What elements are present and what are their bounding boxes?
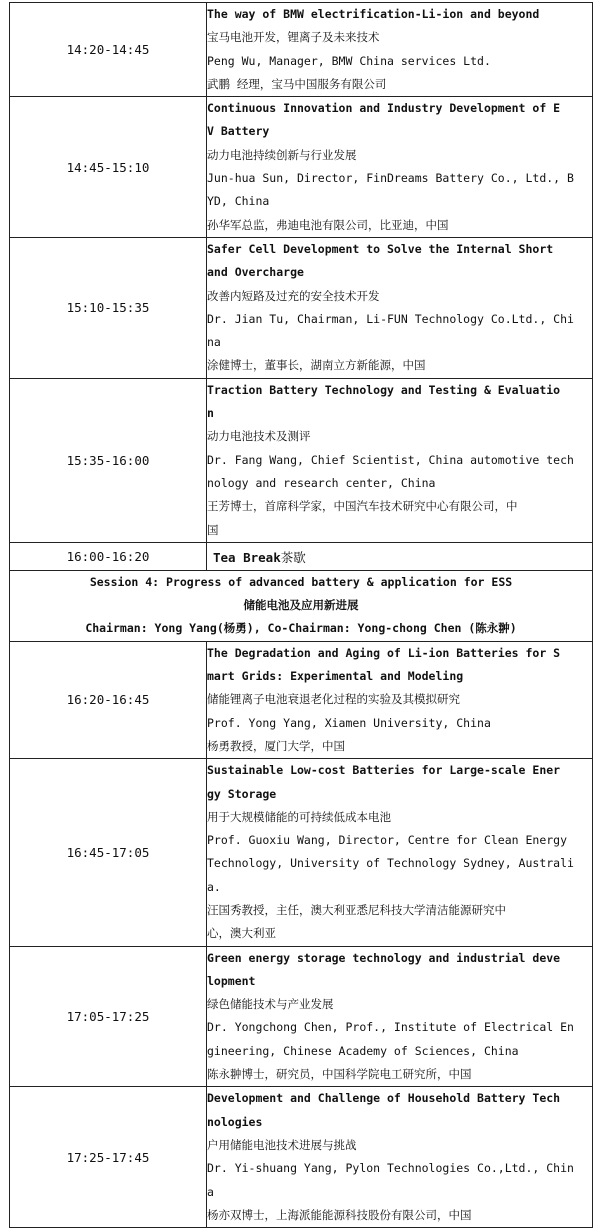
talk-info-line: Jun-hua Sun, Director, FinDreams Battery Co., Ltd., B	[207, 171, 574, 186]
talk-info-line: 汪国秀教授，主任，澳大利亚悉尼科技大学清洁能源研究中	[207, 902, 506, 917]
talk-info-line: 陈永翀博士，研究员，中国科学院电工研究所，中国	[207, 1067, 472, 1082]
talk-info-line: Dr. Fang Wang, Chief Scientist, China automotive tech	[207, 452, 574, 467]
talk-details	[207, 946, 593, 1087]
talk-info-line: Dr. Yongchong Chen, Prof., Institute of Electrical En	[207, 1020, 574, 1035]
time-slot: 17:25-17:45	[10, 1087, 207, 1228]
agenda-row	[10, 237, 593, 378]
talk-title-line: Development and Challenge of Household Battery Tech	[207, 1091, 561, 1106]
time-slot: 17:05-17:25	[10, 946, 207, 1087]
talk-details	[207, 3, 593, 97]
talk-details	[207, 759, 593, 946]
talk-title-line: The Degradation and Aging of Li-ion Batteries for S	[207, 645, 561, 660]
agenda-row	[10, 3, 593, 97]
talk-info-line: 杨勇教授，厦门大学，中国	[207, 738, 345, 753]
agenda-row	[10, 378, 593, 542]
session-line: Chairman: Yong Yang(杨勇), Co-Chairman: Yong-chong Chen (陈永翀)	[85, 621, 517, 636]
talk-info-line: 孙华军总监，弗迪电池有限公司，比亚迪，中国	[207, 217, 449, 232]
talk-info-line: 动力电池持续创新与行业发展	[207, 147, 357, 162]
time-slot: 15:35-16:00	[10, 378, 207, 542]
time-slot: 14:45-15:10	[10, 97, 207, 238]
talk-info-line: na	[207, 335, 221, 350]
talk-info-line: 动力电池技术及测评	[207, 429, 311, 444]
talk-info-line: Dr. Yi-shuang Yang, Pylon Technologies Co.,Ltd., Chin	[207, 1161, 574, 1176]
session-line: 储能电池及应用新进展	[243, 598, 359, 613]
talk-info-line: 心，澳大利亚	[207, 926, 276, 941]
break-label	[207, 550, 306, 565]
talk-details	[207, 1087, 593, 1228]
talk-info-line: a.	[207, 879, 221, 894]
talk-info-line: a	[207, 1184, 214, 1199]
talk-title-line: Sustainable Low-cost Batteries for Large-scale Ener	[207, 763, 561, 778]
talk-info-line: Technology, University of Technology Sydney, Australi	[207, 856, 574, 871]
talk-title-line: Green energy storage technology and industrial deve	[207, 950, 561, 965]
talk-info-line: 改善内短路及过充的安全技术开发	[207, 288, 380, 303]
break-label-cn: 茶歇	[280, 549, 306, 565]
talk-info-line: gineering, Chinese Academy of Sciences, China	[207, 1043, 519, 1058]
talk-info-line: 用于大规模储能的可持续低成本电池	[207, 809, 391, 824]
talk-info-line: Prof. Yong Yang, Xiamen University, China	[207, 715, 491, 730]
talk-title-line: The way of BMW electrification-Li-ion and beyond	[207, 7, 540, 21]
talk-title-line: gy Storage	[207, 786, 277, 801]
talk-details	[207, 237, 593, 378]
session-line: Session 4: Progress of advanced battery & application for ESS	[89, 574, 513, 589]
session-header	[10, 570, 593, 641]
talk-title-line: V Battery	[207, 124, 270, 139]
time-slot: 16:45-17:05	[10, 759, 207, 946]
talk-info-line: 储能锂离子电池衰退老化过程的实验及其模拟研究	[207, 692, 460, 707]
talk-details	[207, 378, 593, 542]
talk-info-line: 宝马电池开发，锂离子及未来技术	[207, 30, 380, 45]
talk-details	[207, 641, 593, 758]
talk-title-line: and Overcharge	[207, 265, 304, 280]
time-slot: 16:20-16:45	[10, 641, 207, 758]
talk-info-line: 国	[207, 522, 219, 537]
agenda-table	[9, 2, 593, 1228]
break-cell	[207, 542, 593, 570]
talk-title-line: Continuous Innovation and Industry Development of E	[207, 101, 561, 116]
talk-info-line: 王芳博士，首席科学家，中国汽车技术研究中心有限公司，中	[207, 499, 518, 514]
agenda-row	[10, 946, 593, 1087]
agenda-row	[10, 641, 593, 758]
talk-info-line: Dr. Jian Tu, Chairman, Li-FUN Technology Co.Ltd., Chi	[207, 311, 574, 326]
talk-info-line: nology and research center, China	[207, 475, 436, 490]
talk-title-line: Traction Battery Technology and Testing & Evaluatio	[207, 382, 561, 397]
talk-title-line: Safer Cell Development to Solve the Internal Short	[207, 241, 554, 256]
talk-info-line: 户用储能电池技术进展与挑战	[207, 1137, 357, 1152]
break-label-en: Tea Break	[213, 549, 281, 565]
talk-info-line: Prof. Guoxiu Wang, Director, Centre for Clean Energy	[207, 833, 568, 848]
time-slot: 16:00-16:20	[10, 542, 207, 570]
talk-info-line: 武鹏 经理，宝马中国服务有限公司	[207, 76, 387, 91]
talk-title-line: nologies	[207, 1114, 263, 1129]
agenda-body	[10, 3, 593, 1228]
agenda-row	[10, 759, 593, 946]
talk-title-line: mart Grids: Experimental and Modeling	[207, 669, 464, 684]
break-row	[10, 542, 593, 570]
talk-info-line: 涂健博士，董事长，湖南立方新能源，中国	[207, 358, 426, 373]
talk-details	[207, 97, 593, 238]
talk-info-line: YD, China	[207, 194, 270, 209]
talk-title-line: lopment	[207, 973, 256, 988]
talk-info-line: 杨亦双博士，上海派能能源科技股份有限公司，中国	[207, 1207, 472, 1222]
session-header-row	[10, 570, 593, 641]
talk-info-line: Peng Wu, Manager, BMW China services Ltd.	[207, 53, 491, 68]
agenda-row	[10, 97, 593, 238]
talk-title-line: n	[207, 406, 214, 421]
time-slot: 15:10-15:35	[10, 237, 207, 378]
time-slot: 14:20-14:45	[10, 3, 207, 97]
talk-info-line: 绿色储能技术与产业发展	[207, 997, 334, 1012]
agenda-row	[10, 1087, 593, 1228]
